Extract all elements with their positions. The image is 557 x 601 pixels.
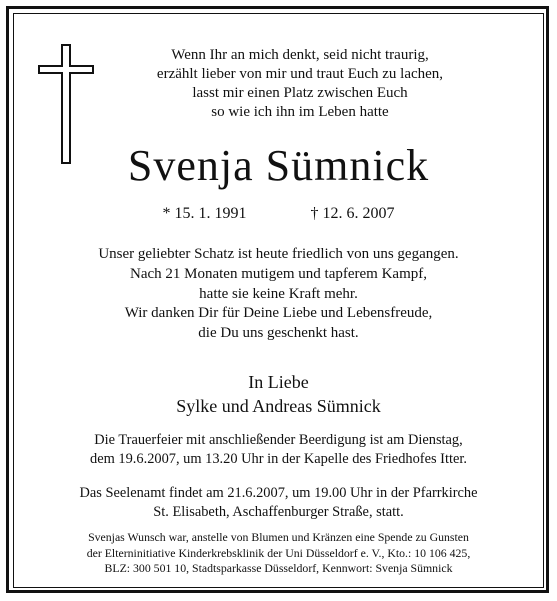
wish-line: BLZ: 300 501 10, Stadtsparkasse Düsseldorf, Kennwort: Svenja Sümnick (104, 561, 453, 575)
farewell-message (0, 245, 557, 344)
poem-line: lasst mir einen Platz zwischen Euch (192, 85, 408, 101)
signoff-names: Sylke und Andreas Sümnick (176, 396, 381, 416)
poem-line: Wenn Ihr an mich denkt, seid nicht traurig, (171, 47, 429, 63)
requiem-mass-notice (0, 484, 557, 522)
funeral-line: Die Trauerfeier mit anschließender Beerdigung ist am Dienstag, (94, 432, 463, 448)
life-dates (0, 204, 557, 224)
deceased-name: Svenja Sümnick (127, 141, 430, 190)
funeral-line: dem 19.6.2007, um 13.20 Uhr in der Kapelle des Friedhofes Itter. (90, 451, 467, 467)
message-line: die Du uns geschenkt hast. (198, 325, 359, 342)
signoff-greeting: In Liebe (248, 372, 309, 392)
mass-line: St. Elisabeth, Aschaffenburger Straße, statt. (153, 504, 404, 520)
signoff (0, 370, 557, 418)
message-line: Wir danken Dir für Deine Liebe und Lebensfreude, (124, 305, 433, 322)
donation-wish (0, 530, 557, 577)
mass-line: Das Seelenamt findet am 21.6.2007, um 19.00 Uhr in der Pfarrkirche (79, 485, 478, 501)
poem (60, 46, 540, 122)
wish-line: Svenjas Wunsch war, anstelle von Blumen und Kränzen eine Spende zu Gunsten (88, 530, 469, 544)
message-line: hatte sie keine Kraft mehr. (199, 285, 358, 302)
birth-date: * 15. 1. 1991 (162, 205, 247, 222)
wish-line: der Elterninitiative Kinderkrebsklinik der Uni Düsseldorf e. V., Kto.: 10 106 425, (86, 545, 471, 560)
death-date: † 12. 6. 2007 (310, 205, 395, 222)
message-line: Nach 21 Monaten mutigem und tapferem Kampf, (130, 265, 427, 282)
message-line: Unser geliebter Schatz ist heute friedlich von uns gegangen. (98, 246, 459, 262)
funeral-notice (0, 431, 557, 469)
poem-line: so wie ich ihn im Leben hatte (211, 104, 389, 120)
poem-line: erzählt lieber von mir und traut Euch zu lachen, (156, 66, 444, 82)
